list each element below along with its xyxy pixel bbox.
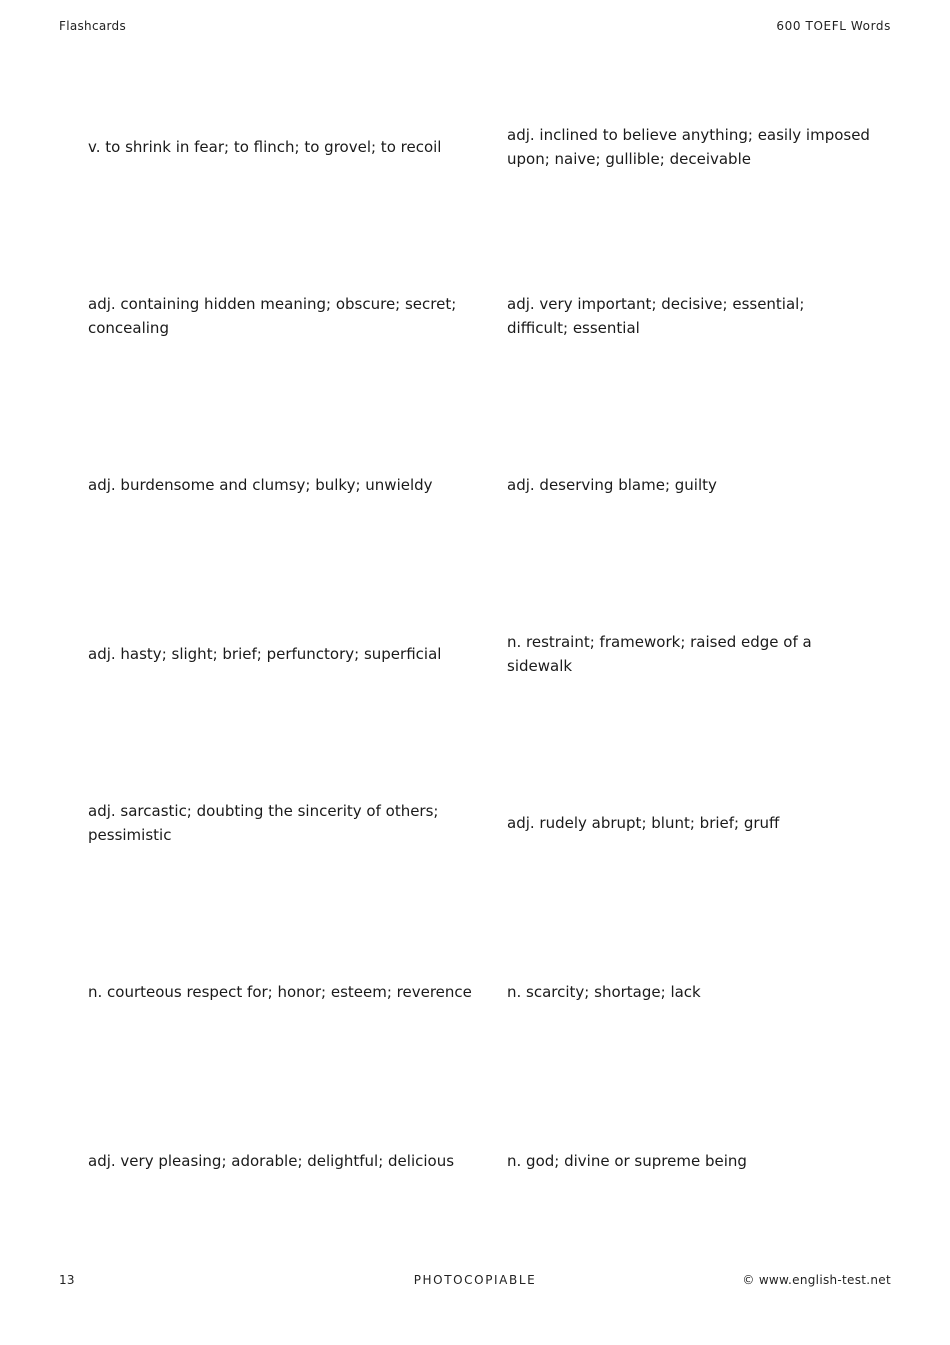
flashcard-definition: v. to shrink in fear; to flinch; to grovel; to recoil [88,137,442,156]
flashcard [507,400,878,569]
flashcard-definition: adj. inclined to believe anything; easily imposed upon; naive; gullible; deceivable [507,125,870,168]
header-book-title: 600 TOEFL Words [776,19,891,33]
flashcard-definition: adj. rudely abrupt; blunt; brief; gruff [507,813,780,832]
header-title: Flashcards [59,19,126,33]
flashcard [507,1076,878,1245]
photocopiable-label: PHOTOCOPIABLE [413,1273,537,1287]
page-number: 13 [59,1273,75,1287]
flashcard-definition: n. scarcity; shortage; lack [507,982,701,1001]
copyright-link: © www.english-test.net [742,1273,891,1287]
flashcard [507,569,878,738]
flashcard [507,738,878,907]
flashcard-definition: adj. burdensome and clumsy; bulky; unwieldy [88,475,433,494]
flashcard [507,62,878,231]
flashcard [88,231,507,400]
flashcard-definition: adj. deserving blame; guilty [507,475,717,494]
flashcard-definition: adj. containing hidden meaning; obscure; secret; concealing [88,294,457,337]
flashcard [88,569,507,738]
flashcard [507,907,878,1076]
flashcard-definition: adj. very important; decisive; essential; difficult; essential [507,294,805,337]
flashcard-grid [88,62,878,1245]
flashcard [88,400,507,569]
flashcard [88,738,507,907]
flashcard [88,907,507,1076]
flashcard-definition: n. courteous respect for; honor; esteem; reverence [88,982,472,1001]
flashcard [507,231,878,400]
flashcard-definition: adj. hasty; slight; brief; perfunctory; superficial [88,644,442,663]
flashcard-definition: adj. sarcastic; doubting the sincerity of others; pessimistic [88,801,439,844]
flashcard-definition: adj. very pleasing; adorable; delightful; delicious [88,1151,455,1170]
flashcard [88,1076,507,1245]
flashcard [88,62,507,231]
flashcard-definition: n. god; divine or supreme being [507,1151,747,1170]
flashcard-definition: n. restraint; framework; raised edge of a sidewalk [507,632,812,675]
